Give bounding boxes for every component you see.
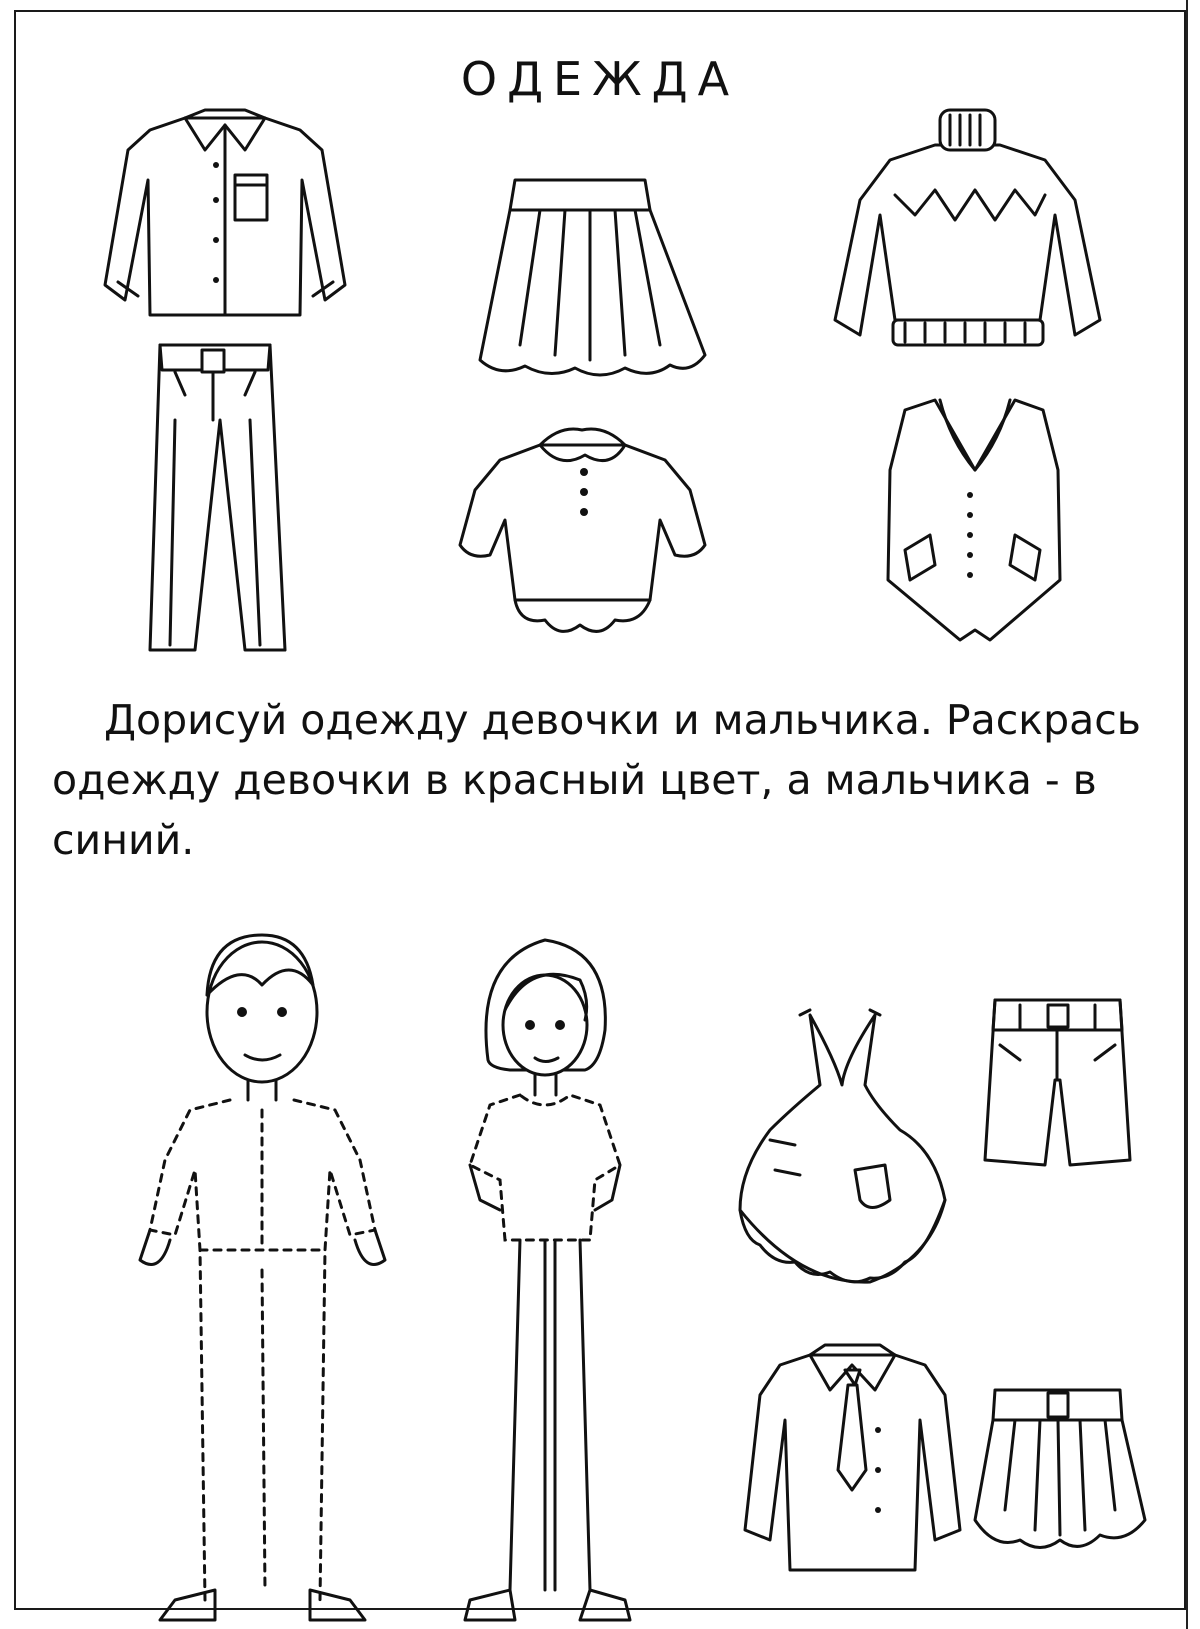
vest-illustration: [888, 400, 1060, 640]
boy-illustration: [140, 935, 385, 1620]
shirt-illustration: [105, 110, 345, 315]
sweater-illustration: [835, 110, 1100, 345]
shirt-with-tie-illustration: [745, 1345, 960, 1570]
instruction-line-3: синий.: [52, 816, 195, 864]
shorts-illustration: [985, 1000, 1130, 1165]
trousers-illustration: [150, 345, 285, 650]
blouse-illustration: [460, 429, 705, 631]
sundress-illustration: [740, 1010, 945, 1282]
page-title: ОДЕЖДА: [460, 52, 740, 106]
girl-illustration: [465, 940, 630, 1620]
short-skirt-illustration: [975, 1390, 1145, 1548]
instruction-line-1: Дорисуй одежду девочки и мальчика. Раскрась: [104, 696, 1141, 744]
skirt-illustration: [480, 180, 705, 375]
instruction-line-2: одежду девочки в красный цвет, а мальчика - в: [52, 756, 1097, 804]
